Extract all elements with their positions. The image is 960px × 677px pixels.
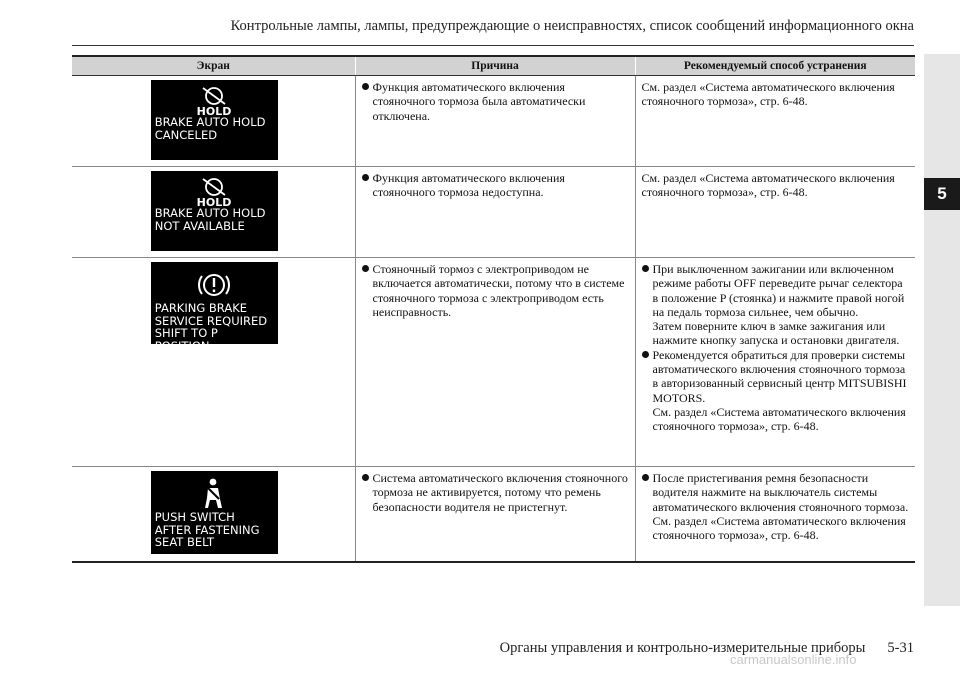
svg-text:HOLD: HOLD [197,196,232,207]
remedy-item: При выключенном зажигании или включенном режиме работы OFF переведите рычаг селектора в положение P (стоянка) и нажмите правой ногой на педаль тормоза сильнее, чем обычно. Затем поверните ключ в замке зажигания или нажмите кнопку запуска и остановки двигателя. [642,262,912,348]
remedy-text: См. раздел «Система автоматического включения стояночного тормоза», стр. 6-48. [641,171,895,200]
remedy-cell [635,167,915,258]
messages-table [72,55,915,563]
column-header-remedy: Рекомендуемый способ устранения [635,56,915,76]
reason-cell [355,258,635,467]
table-row [72,467,915,562]
remedy-cell [635,258,915,467]
reason-item: Функция автоматического включения стояночного тормоза недоступна. [362,171,631,200]
panel-message: BRAKE AUTO HOLD CANCELED [154,115,266,142]
column-header-reason: Причина [355,56,635,76]
header-rule [72,45,914,46]
display-panel [151,171,278,251]
display-panel [151,80,278,160]
remedy-text: См. раздел «Система автоматического включения стояночного тормоза», стр. 6-48. [641,80,895,109]
page-header: Контрольные лампы, лампы, предупреждающие о неисправностях, список сообщений информационного окна [230,18,914,34]
remedy-item: Рекомендуется обратиться для проверки системы автоматического включения стояночного тормоза в авторизованный сервисный центр MITSUBISHI MOTORS. См. раздел «Система автоматического включения стояночного тормоза», стр. 6-48. [642,348,912,434]
panel-message: PUSH SWITCH AFTER FASTENING SEAT BELT [154,510,260,549]
side-tab [924,54,960,606]
reason-item: Функция автоматического включения стояночного тормоза была автоматически отключена. [362,80,631,123]
panel-message: BRAKE AUTO HOLD NOT AVAILABLE [154,206,266,233]
screen-cell [72,258,355,467]
reason-item: Система автоматического включения стояночного тормоза не активируется, потому что ремень безопасности водителя не пристегнут. [362,471,631,514]
watermark: carmanualsonline.info [730,652,857,667]
hold-cancel-icon [197,86,231,116]
screen-cell [72,76,355,167]
table-row [72,167,915,258]
column-header-screen: Экран [72,56,355,76]
brake-warning-icon [197,268,231,302]
page-number: 5-31 [887,640,914,656]
footer-section-title: Органы управления и контрольно-измерительные приборы [499,640,866,656]
table-header-row [72,56,915,76]
chapter-badge: 5 [924,178,960,210]
panel-message: PARKING BRAKE SERVICE REQUIRED SHIFT TO P POSITION [154,301,268,353]
remedy-item: После пристегивания ремня безопасности водителя нажмите на выключатель системы автоматического включения стояночного тормоза. См. раздел «Система автоматического включения стояночного тормоза», стр. 6-48. [642,471,912,542]
reason-cell [355,167,635,258]
display-panel [151,262,278,353]
table-row [72,76,915,167]
seatbelt-icon [199,477,229,511]
remedy-cell [635,467,915,562]
reason-cell [355,76,635,167]
display-panel [151,471,278,554]
svg-text:HOLD: HOLD [197,105,232,116]
reason-cell [355,467,635,562]
table-row [72,258,915,467]
screen-cell [72,167,355,258]
reason-item: Стояночный тормоз с электроприводом не включается автоматически, потому что в системе стояночного тормоза с электроприводом есть неисправность. [362,262,631,319]
screen-cell [72,467,355,562]
hold-cancel-icon [197,177,231,207]
remedy-cell [635,76,915,167]
